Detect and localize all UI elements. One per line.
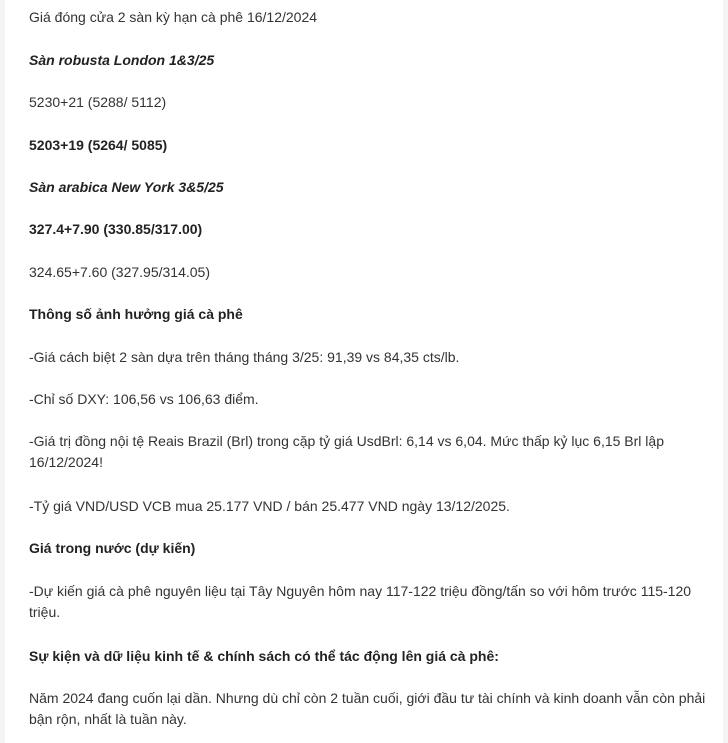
arabica-mar-quote: 327.4+7.90 (330.85/317.00) bbox=[29, 221, 203, 237]
domestic-heading: Giá trong nước (dự kiến) bbox=[29, 540, 196, 556]
factors-heading: Thông số ảnh hưởng giá cà phê bbox=[29, 306, 243, 322]
arabica-heading: Sàn arabica New York 3&5/25 bbox=[29, 179, 224, 195]
factor-dxy: -Chỉ số DXY: 106,56 vs 106,63 điểm. bbox=[29, 391, 259, 407]
page-edge-left bbox=[0, 0, 5, 743]
robusta-jan-quote: 5230+21 (5288/ 5112) bbox=[29, 94, 167, 110]
factor-vnd: -Tỷ giá VND/USD VCB mua 25.177 VND / bán 25.477 VND ngày 13/12/2025. bbox=[29, 498, 510, 514]
robusta-heading: Sàn robusta London 1&3/25 bbox=[29, 52, 215, 68]
events-paragraph: Năm 2024 đang cuốn lại dần. Nhưng dù chỉ còn 2 tuần cuối, giới đầu tư tài chính và kinh doanh vẫn còn phải bận rộn, nhất là tuần này. bbox=[29, 690, 706, 727]
events-heading: Sự kiện và dữ liệu kinh tế & chính sách có thể tác động lên giá cà phê: bbox=[29, 648, 499, 664]
arabica-may-quote: 324.65+7.60 (327.95/314.05) bbox=[29, 264, 210, 280]
factor-brl: -Giá trị đồng nội tệ Reais Brazil (Brl) trong cặp tỷ giá UsdBrl: 6,14 vs 6,04. Mức thấp kỷ lục 6,15 Brl lập 16/12/2024! bbox=[29, 433, 664, 470]
intro-paragraph: Giá đóng cửa 2 sàn kỳ hạn cà phê 16/12/2024 bbox=[29, 9, 318, 25]
page-edge-right bbox=[723, 0, 728, 743]
factor-spread: -Giá cách biệt 2 sàn dựa trên tháng tháng 3/25: 91,39 vs 84,35 cts/lb. bbox=[29, 349, 460, 365]
domestic-forecast: -Dự kiến giá cà phê nguyên liệu tại Tây Nguyên hôm nay 117-122 triệu đồng/tấn so với hôm trước 115-120 triệu. bbox=[29, 583, 692, 620]
robusta-mar-quote: 5203+19 (5264/ 5085) bbox=[29, 137, 168, 153]
